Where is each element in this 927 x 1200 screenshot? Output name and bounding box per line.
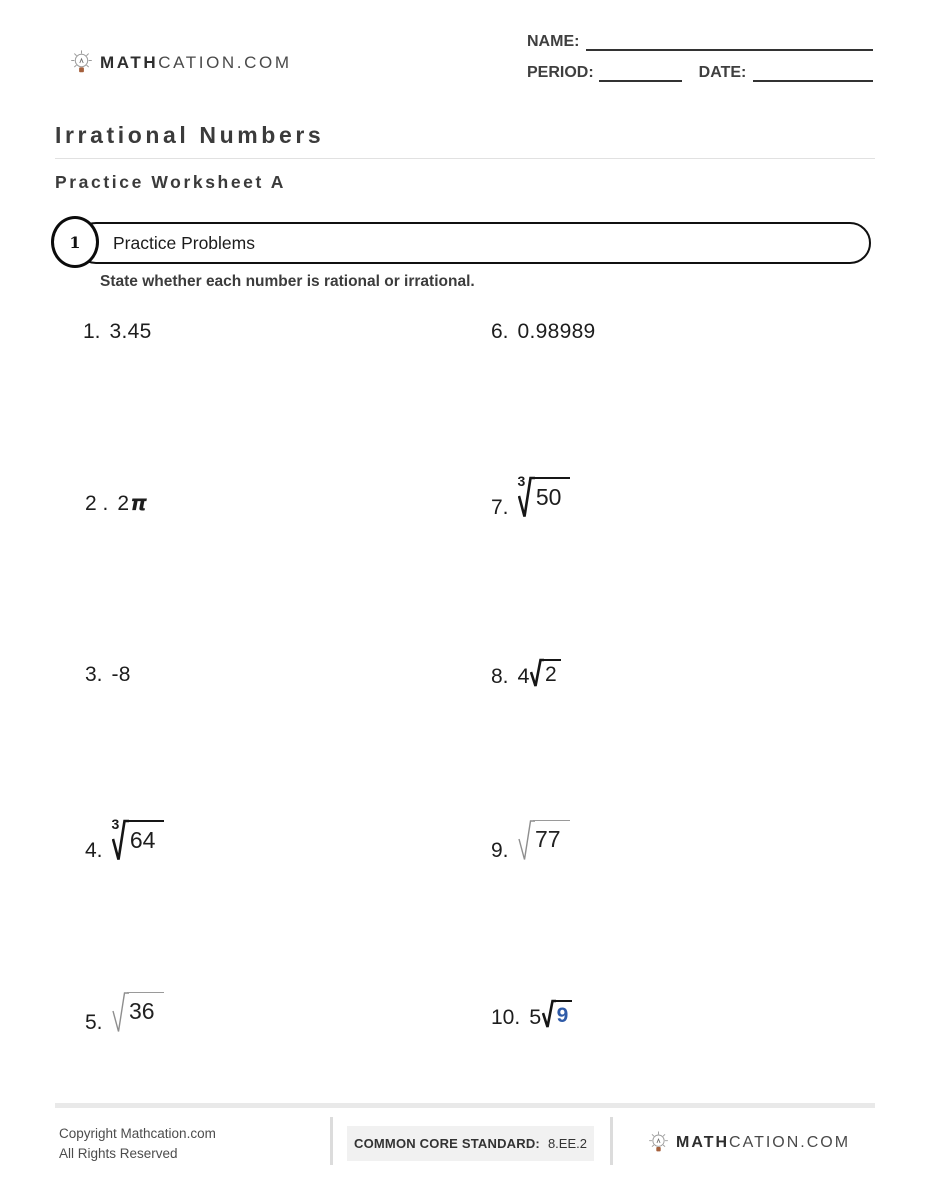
- copyright-line-1: Copyright Mathcation.com: [59, 1126, 216, 1141]
- problem-number: 6.: [491, 320, 509, 343]
- problem-8: [491, 658, 561, 689]
- ccs-label: COMMON CORE STANDARD:: [354, 1136, 540, 1151]
- cube-root-expression: [111, 816, 165, 863]
- name-blank-line: [586, 34, 873, 51]
- problem-number: 5.: [85, 1011, 103, 1034]
- problem-1: [83, 320, 152, 344]
- radicand: 77: [533, 820, 570, 854]
- square-root-expression: [530, 658, 560, 689]
- copyright-line-2: All Rights Reserved: [59, 1146, 178, 1162]
- bulb-base: [79, 67, 84, 72]
- worksheet-subtitle: Practice Worksheet A: [55, 172, 286, 192]
- common-core-standard-box: [347, 1126, 594, 1161]
- logo-text: [100, 53, 292, 73]
- problem-number: 9.: [491, 839, 509, 862]
- radicand: 50: [534, 477, 571, 512]
- radical-sign-icon: [518, 819, 535, 863]
- radicand: 36: [127, 992, 164, 1026]
- cube-root-expression: [517, 473, 571, 520]
- radicand: 9: [555, 1000, 573, 1028]
- problem-2: [85, 491, 147, 516]
- square-root-expression: [112, 991, 164, 1035]
- date-label: DATE:: [698, 64, 747, 81]
- problem-5: [85, 991, 164, 1035]
- logo-text: [676, 1134, 850, 1152]
- problem-4: [85, 816, 164, 863]
- logo-text-bold: MATH: [676, 1133, 730, 1151]
- title-divider: [55, 158, 875, 159]
- coefficient: 5: [529, 1005, 542, 1029]
- problem-number: 4.: [85, 839, 103, 862]
- problem-value: -8: [111, 663, 131, 686]
- period-blank-line: [599, 65, 682, 82]
- lightbulb-icon: [70, 50, 93, 75]
- lightbulb-icon: [648, 1131, 669, 1154]
- root-index: 3: [517, 473, 526, 489]
- instructions-text: State whether each number is rational or irrational.: [100, 273, 475, 290]
- pi-coefficient: 2: [117, 492, 130, 515]
- problem-number: 10.: [491, 1006, 521, 1029]
- mathcation-logo: [70, 50, 292, 75]
- pi-symbol: π: [130, 491, 148, 515]
- footer-divider-band: [55, 1103, 875, 1108]
- problem-10: [491, 999, 572, 1030]
- ccs-value: 8.EE.2: [547, 1136, 587, 1151]
- name-row: [527, 33, 873, 51]
- problem-number: 3.: [85, 663, 103, 686]
- footer-vertical-divider: [610, 1117, 613, 1165]
- problem-3: [85, 663, 131, 687]
- mathcation-footer-logo: [648, 1131, 850, 1154]
- page-title: Irrational Numbers: [55, 122, 325, 148]
- period-date-row: [527, 64, 873, 82]
- coefficient: 4: [517, 664, 530, 688]
- problem-number: 8.: [491, 665, 509, 688]
- radical-sign-icon: [112, 991, 129, 1035]
- logo-text-rest: CATION.COM: [158, 52, 292, 72]
- section-number: 1: [69, 232, 81, 252]
- radicand: 64: [128, 820, 165, 855]
- footer-vertical-divider: [330, 1117, 333, 1165]
- logo-text-bold: MATH: [100, 52, 159, 72]
- problem-number: 7.: [491, 496, 509, 519]
- problem-7: [491, 473, 570, 520]
- problem-value: 3.45: [109, 320, 152, 343]
- section-title: Practice Problems: [113, 232, 255, 253]
- section-title-box: [75, 222, 871, 264]
- radicand: 2: [543, 659, 561, 687]
- problem-9: [491, 819, 570, 863]
- student-fields: [527, 33, 873, 82]
- problem-6: [491, 320, 596, 344]
- problem-value: [117, 491, 147, 516]
- problem-value: 0.98989: [517, 320, 596, 343]
- name-label: NAME:: [527, 33, 580, 50]
- coef-root-expression: [529, 999, 572, 1030]
- problem-number: 1.: [83, 320, 101, 343]
- square-root-expression: [518, 819, 570, 863]
- date-blank-line: [753, 65, 873, 82]
- logo-text-rest: CATION.COM: [729, 1133, 851, 1151]
- copyright-text: [59, 1124, 216, 1165]
- square-root-expression: [542, 999, 572, 1030]
- period-label: PERIOD:: [527, 64, 594, 81]
- coef-root-expression: [518, 658, 561, 689]
- bulb-base: [656, 1147, 660, 1151]
- root-index: 3: [111, 816, 120, 832]
- problem-number: 2 .: [85, 492, 109, 515]
- section-number-badge: [51, 216, 99, 268]
